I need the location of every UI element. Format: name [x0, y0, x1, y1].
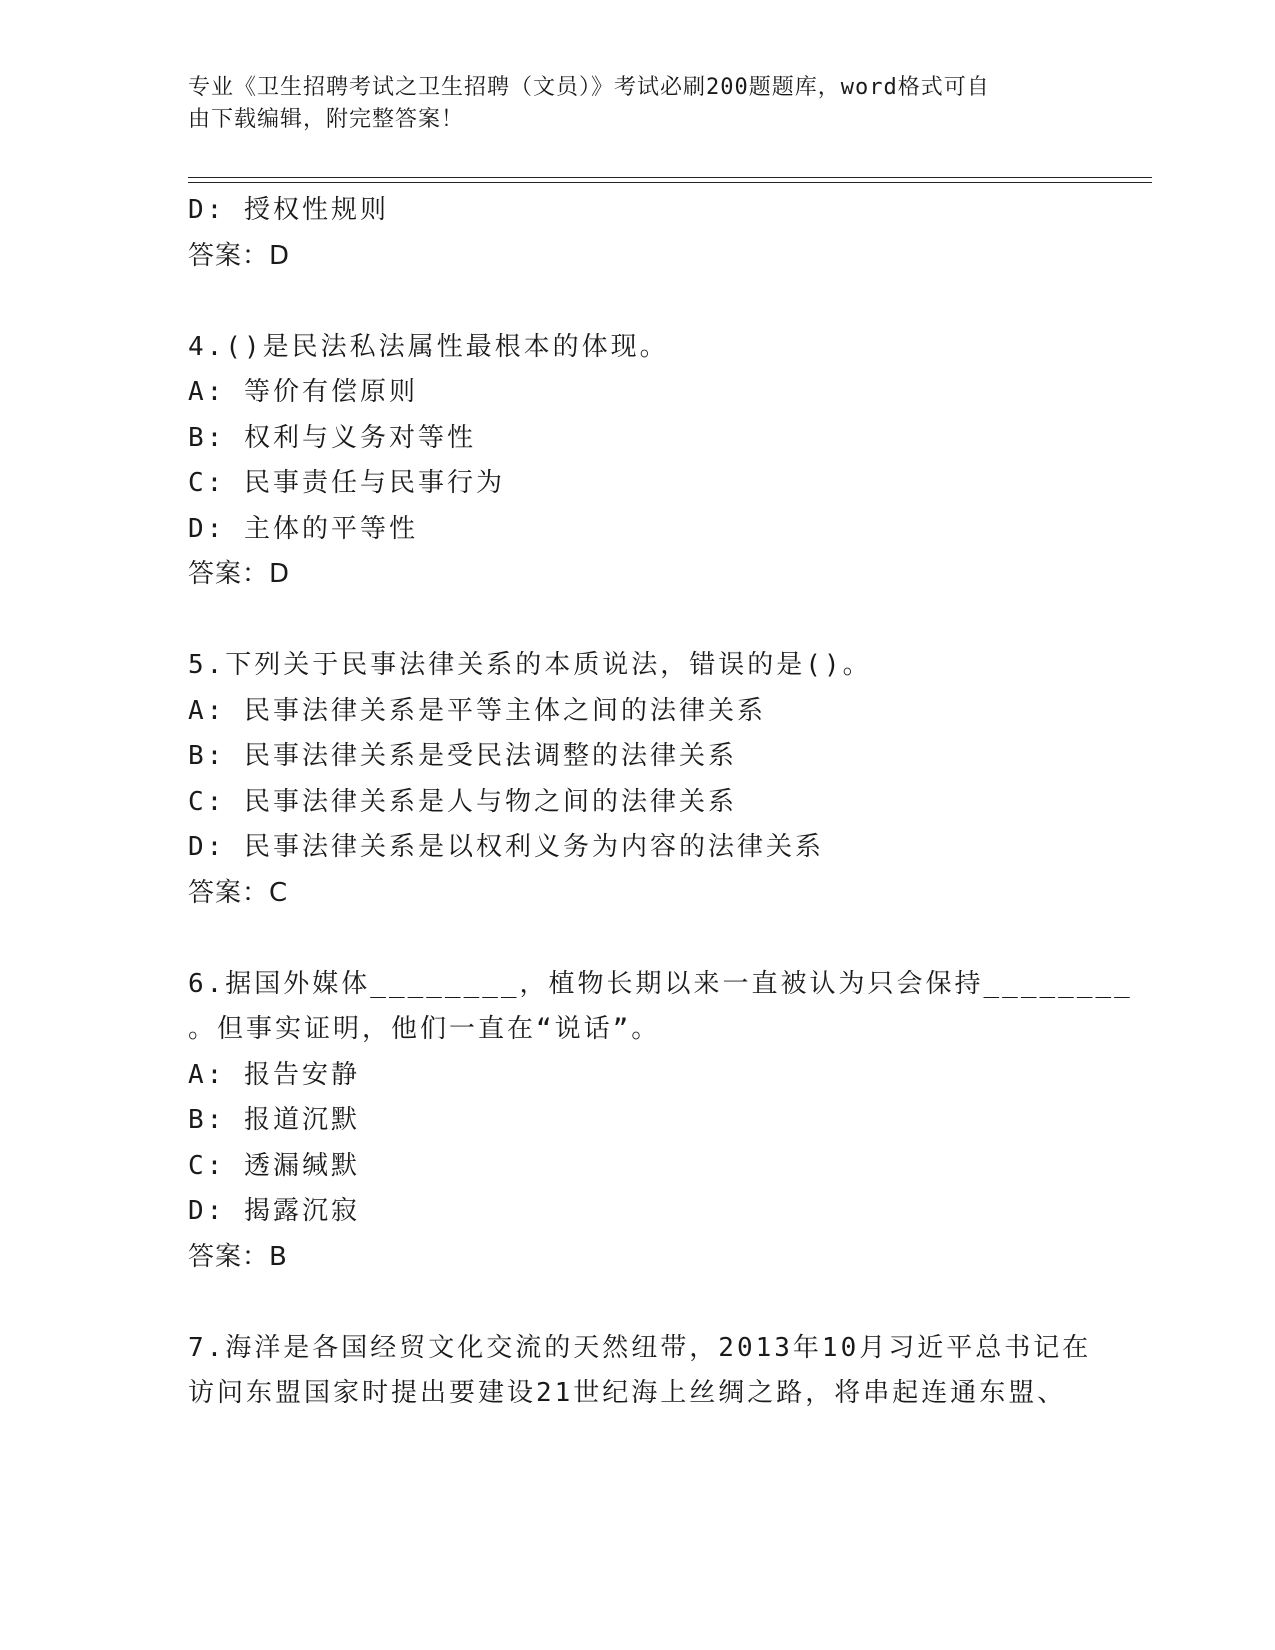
header-divider-top [188, 177, 1152, 178]
spacer [188, 279, 1088, 325]
option-b: B: 报道沉默 [188, 1105, 360, 1135]
answer: 答案：C [188, 877, 289, 908]
question-text-line-1: 6.据国外媒体________，植物长期以来一直被认为只会保持________ [188, 968, 1133, 999]
question-text: 4.()是民法私法属性最根本的体现。 [188, 331, 669, 362]
header-line-1: 专业《卫生招聘考试之卫生招聘（文员）》考试必刷200题题库，word格式可自 [188, 75, 990, 100]
option-d: D: 民事法律关系是以权利义务为内容的法律关系 [188, 832, 824, 862]
answer: 答案：D [188, 240, 291, 271]
document-header [188, 72, 1088, 136]
answer: 答案：B [188, 1241, 288, 1272]
answer: 答案：D [188, 559, 291, 589]
option-d: D: 主体的平等性 [188, 513, 418, 544]
option-a: A: 民事法律关系是平等主体之间的法律关系 [188, 695, 766, 726]
option-c: C: 民事法律关系是人与物之间的法律关系 [188, 786, 737, 817]
question-text-line-1: 7.海洋是各国经贸文化交流的天然纽带，2013年10月习近平总书记在 [188, 1332, 1092, 1363]
option-b: B: 权利与义务对等性 [188, 422, 476, 453]
header-divider-bottom [188, 182, 1152, 183]
question-4 [188, 325, 1088, 598]
spacer [188, 598, 1088, 644]
spacer [188, 1280, 1088, 1326]
question-7 [188, 1326, 1092, 1417]
option-d: D: 授权性规则 [188, 195, 389, 225]
question-text-line-2: 访问东盟国家时提出要建设21世纪海上丝绸之路，将串起连通东盟、 [188, 1378, 1067, 1408]
question-5 [188, 643, 1088, 916]
option-c: C: 透漏缄默 [188, 1150, 360, 1181]
option-a: A: 等价有偿原则 [188, 377, 418, 407]
question-3-tail [188, 188, 1088, 279]
option-a: A: 报告安静 [188, 1059, 360, 1090]
document-body [188, 188, 1133, 1417]
option-b: B: 民事法律关系是受民法调整的法律关系 [188, 741, 737, 771]
option-d: D: 揭露沉寂 [188, 1196, 360, 1226]
spacer [188, 916, 1088, 962]
question-6 [188, 962, 1133, 1281]
question-text-line-2: 。但事实证明，他们一直在“说话”。 [188, 1014, 661, 1044]
option-c: C: 民事责任与民事行为 [188, 468, 505, 498]
header-line-2: 由下载编辑，附完整答案！ [188, 107, 465, 132]
question-text: 5.下列关于民事法律关系的本质说法，错误的是()。 [188, 650, 872, 680]
